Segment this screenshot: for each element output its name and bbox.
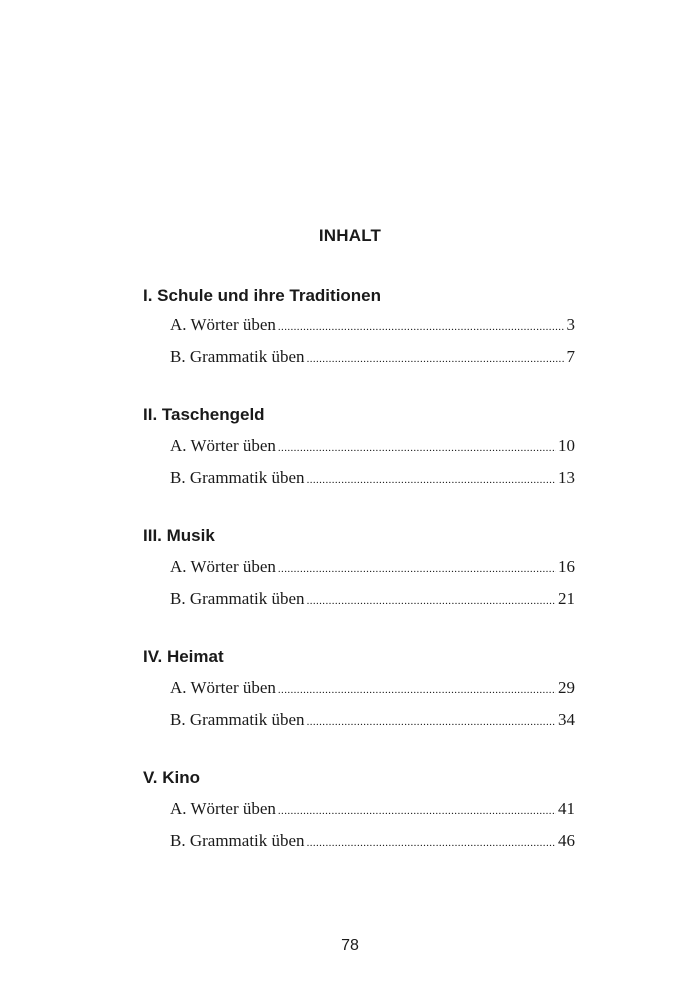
toc-entry-page: 34 <box>558 710 575 729</box>
dot-leader <box>307 353 565 365</box>
toc-entry[interactable] <box>170 678 575 702</box>
section-heading-3: III. Musik <box>143 526 215 545</box>
toc-entry-page: 46 <box>558 831 575 850</box>
dot-leader <box>278 563 556 575</box>
dot-leader <box>307 595 556 607</box>
toc-entry-page: 41 <box>558 799 575 818</box>
toc-entry-label: B. Grammatik üben <box>170 831 305 850</box>
section-heading-2: II. Taschengeld <box>143 405 265 424</box>
dot-leader <box>278 442 556 454</box>
page-number: 78 <box>341 937 359 954</box>
toc-entry-page: 29 <box>558 678 575 697</box>
toc-entry-label: B. Grammatik üben <box>170 347 305 366</box>
toc-entry[interactable] <box>170 315 575 339</box>
toc-entry-page: 13 <box>558 468 575 487</box>
toc-entry[interactable] <box>170 589 575 613</box>
toc-entry[interactable] <box>170 347 575 371</box>
dot-leader <box>278 805 556 817</box>
toc-entry-page: 7 <box>566 347 575 366</box>
section-heading-5: V. Kino <box>143 768 200 787</box>
toc-title: INHALT <box>318 226 382 245</box>
toc-entry[interactable] <box>170 831 575 855</box>
dot-leader <box>307 716 556 728</box>
toc-entry[interactable] <box>170 468 575 492</box>
toc-entry-page: 10 <box>558 436 575 455</box>
dot-leader <box>307 474 556 486</box>
toc-entry-label: A. Wörter üben <box>170 436 276 455</box>
dot-leader <box>278 684 556 696</box>
toc-entry-page: 16 <box>558 557 575 576</box>
dot-leader <box>278 321 565 333</box>
toc-entry[interactable] <box>170 557 575 581</box>
toc-entry-page: 21 <box>558 589 575 608</box>
toc-entry-label: A. Wörter üben <box>170 557 276 576</box>
dot-leader <box>307 837 556 849</box>
section-heading-1: I. Schule und ihre Traditionen <box>143 286 382 305</box>
toc-entry[interactable] <box>170 436 575 460</box>
toc-entry-label: B. Grammatik üben <box>170 589 305 608</box>
toc-entry-label: B. Grammatik üben <box>170 710 305 729</box>
toc-entry[interactable] <box>170 799 575 823</box>
toc-entry-label: A. Wörter üben <box>170 315 276 334</box>
section-heading-4: IV. Heimat <box>143 647 224 666</box>
toc-entry-page: 3 <box>566 315 575 334</box>
toc-entry-label: B. Grammatik üben <box>170 468 305 487</box>
toc-entry-label: A. Wörter üben <box>170 678 276 697</box>
toc-entry[interactable] <box>170 710 575 734</box>
toc-entry-label: A. Wörter üben <box>170 799 276 818</box>
